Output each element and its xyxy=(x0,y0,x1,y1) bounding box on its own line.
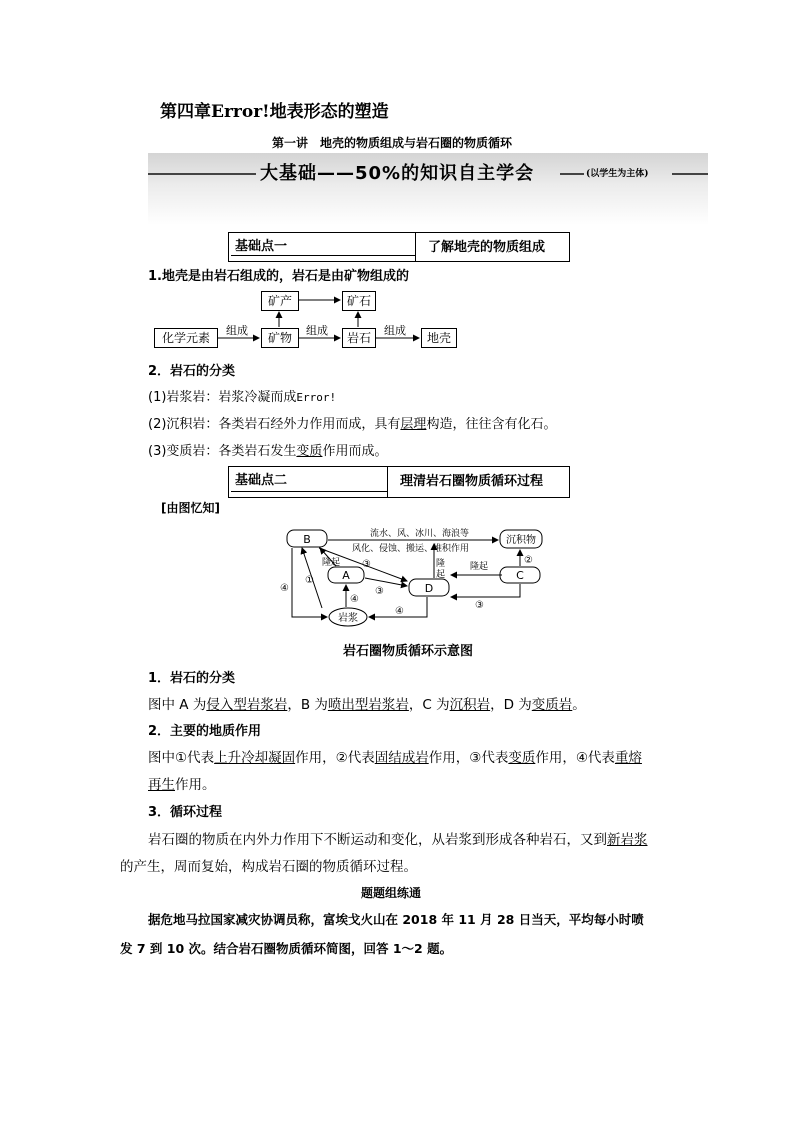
node-magma: 岩浆 xyxy=(338,613,358,624)
section1-point2: 2．岩石的分类 xyxy=(148,364,236,379)
lecture-title: 第一讲 地壳的物质组成与岩石圈的物质循环 xyxy=(272,136,513,150)
rock-type-3 xyxy=(148,440,387,459)
section2-title-cell xyxy=(388,467,543,497)
uplift-c: 隆起 xyxy=(470,562,489,572)
circle-4-b: ④ xyxy=(280,583,289,594)
node-d: D xyxy=(424,582,434,595)
section1-label: 基础点一 xyxy=(235,239,288,254)
node-sediment: 沉积物 xyxy=(506,535,536,546)
rock-type-1-error: Error! xyxy=(296,391,337,404)
rock-type-2 xyxy=(148,413,556,432)
label-forces: 流水、风、冰川、海浪等 xyxy=(370,529,470,539)
rock-type-1 xyxy=(148,386,336,405)
circle-3-b: ③ xyxy=(362,559,371,570)
flow-ore: 矿石 xyxy=(342,291,376,311)
flow-deposit: 矿产 xyxy=(261,291,299,311)
heading-cycle: 3．循环过程 xyxy=(148,805,223,820)
flow-rock: 岩石 xyxy=(342,328,376,348)
practice-line-2: 发 7 到 10 次。结合岩石圈物质循环简图，回答 1～2 题。 xyxy=(120,941,453,956)
circle-3-a: ③ xyxy=(375,586,384,597)
uplift-a: 隆起 xyxy=(322,558,341,568)
rock-type-2-underline: 层理 xyxy=(400,417,427,432)
uplift-d2: 起 xyxy=(436,570,446,580)
banner-note: (以学生为主体) xyxy=(586,169,649,179)
circle-2: ② xyxy=(524,555,533,566)
heading-geology: 2．主要的地质作用 xyxy=(148,724,262,739)
flow-crust: 地壳 xyxy=(421,328,457,348)
practice-title: 题题组练通 xyxy=(361,886,422,900)
section2-title: 理清岩石圈物质循环过程 xyxy=(400,474,544,489)
classification-text: 图中 A 为侵入型岩浆岩，B 为喷出型岩浆岩，C 为沉积岩，D 为变质岩。 xyxy=(148,697,586,713)
flow-compose-3: 组成 xyxy=(384,324,406,337)
rock-type-3-suffix: 作用而成。 xyxy=(322,444,388,459)
circle-4-d: ④ xyxy=(395,606,404,617)
section2-label: 基础点二 xyxy=(235,473,288,488)
section2-label-cell xyxy=(229,467,388,497)
node-c: C xyxy=(516,569,524,582)
section1-point1: 1.地壳是由岩石组成的，岩石是由矿物组成的 xyxy=(148,269,409,284)
recall-tag: [由图忆知] xyxy=(161,501,220,515)
flow-arrows xyxy=(0,0,794,400)
label-processes: 风化、侵蚀、搬运、堆积作用 xyxy=(352,544,470,554)
practice-line-1: 据危地马拉国家减灾协调员称，富埃戈火山在 2018 年 11 月 28 日当天，平均每小时喷 xyxy=(148,912,644,927)
diagram-caption: 岩石圈物质循环示意图 xyxy=(343,644,474,659)
geology-text-1: 图中①代表上升冷却凝固作用，②代表固结成岩作用，③代表变质作用，④代表重熔 xyxy=(148,750,642,766)
rock-type-2-suffix: 构造，往往含有化石。 xyxy=(426,417,557,432)
rock-type-2-text: (2)沉积岩：各类岩石经外力作用而成，具有 xyxy=(148,417,401,432)
banner-text: 大基础——50%的知识自主学会 xyxy=(260,163,535,184)
heading-classification: 1．岩石的分类 xyxy=(148,671,236,686)
uplift-d1: 隆 xyxy=(436,559,446,569)
cycle-text-2: 的产生，周而复始，构成岩石圈的物质循环过程。 xyxy=(120,859,417,875)
rock-type-3-underline: 变质 xyxy=(296,444,323,459)
flow-compose-1: 组成 xyxy=(226,324,248,337)
node-b: B xyxy=(303,533,311,546)
cycle-text-1: 岩石圈的物质在内外力作用下不断运动和变化，从岩浆到形成各种岩石，又到新岩浆 xyxy=(148,832,648,848)
geology-text-2: 再生作用。 xyxy=(148,777,216,793)
rock-cycle-diagram xyxy=(276,522,556,632)
section2-header xyxy=(228,466,570,498)
rock-type-1-text: (1)岩浆岩：岩浆冷凝而成 xyxy=(148,390,297,405)
circle-1: ① xyxy=(305,575,314,586)
circle-3-c: ③ xyxy=(475,600,484,611)
circle-4-a: ④ xyxy=(350,594,359,605)
rock-type-3-text: (3)变质岩：各类岩石发生 xyxy=(148,444,297,459)
section1-title: 了解地壳的物质组成 xyxy=(428,240,546,255)
chapter-title: 第四章Error!地表形态的塑造 xyxy=(160,102,389,122)
flow-compose-2: 组成 xyxy=(306,324,328,337)
node-a: A xyxy=(342,569,350,582)
flow-mineral: 矿物 xyxy=(261,328,299,348)
flow-element: 化学元素 xyxy=(154,328,218,348)
